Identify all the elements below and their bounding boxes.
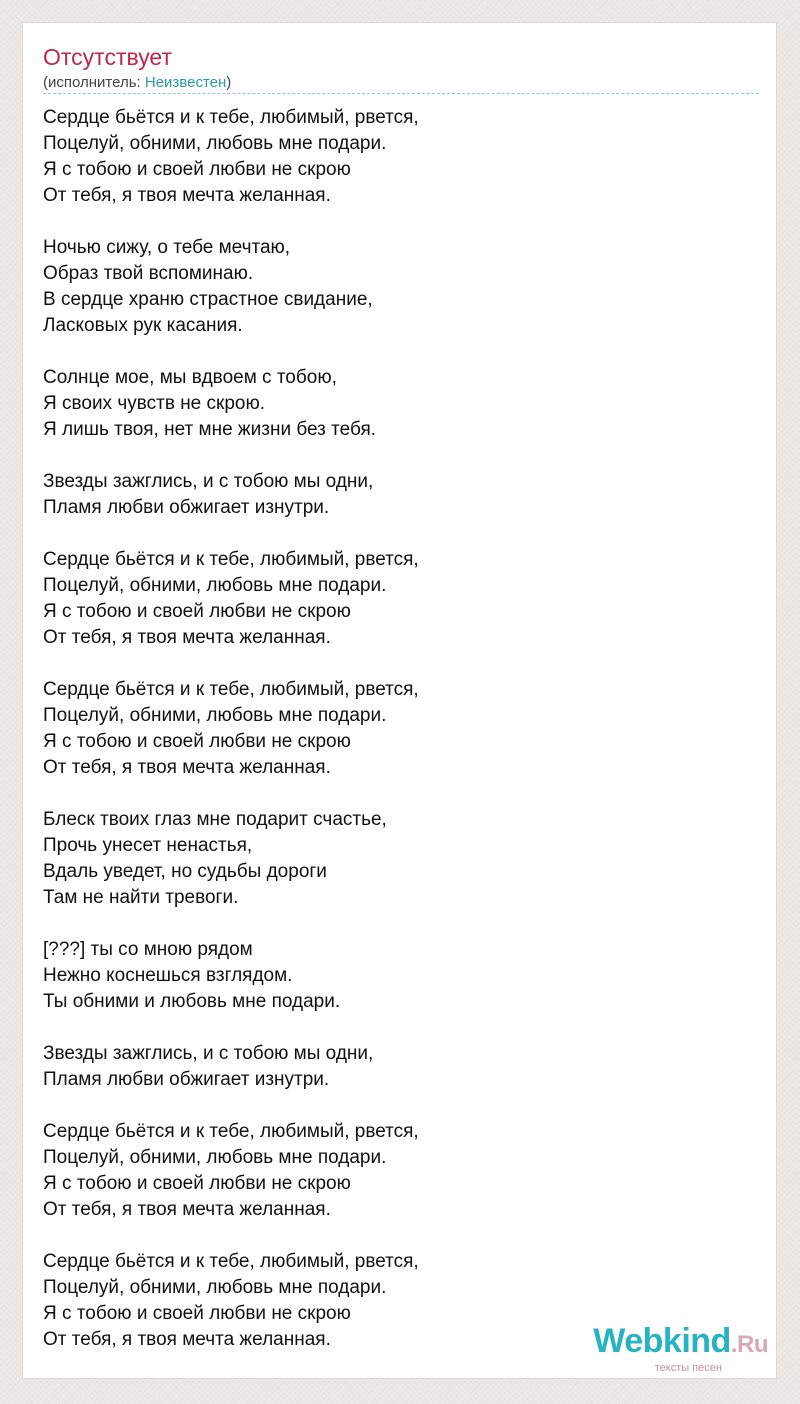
lyrics-line: Там не найти тревоги. [43,887,239,908]
lyrics-line: Я с тобою и своей любви не скрою [43,1303,351,1324]
lyrics-text [43,105,743,1379]
artist-link[interactable]: Неизвестен [144,74,227,91]
lyrics-line: Образ твой вспоминаю. [43,263,254,284]
lyrics-line: Звезды зажглись, и с тобою мы одни, [43,471,374,492]
lyrics-stanza [43,807,743,911]
artist-suffix: ) [226,74,232,91]
lyrics-line: Я с тобою и своей любви не скрою [43,601,351,622]
logo-suffix: .Ru [730,1331,768,1358]
logo-wordmark [593,1324,768,1362]
lyrics-line: Поцелуй, обними, любовь мне подари. [43,133,387,154]
lyrics-line: От тебя, я твоя мечта желанная. [43,1329,331,1350]
lyrics-line: Я с тобою и своей любви не скрою [43,1173,351,1194]
lyrics-stanza [43,677,743,781]
lyrics-line: В сердце храню страстное свидание, [43,289,373,310]
lyrics-stanza [43,1119,743,1223]
lyrics-line: Ночью сижу, о тебе мечтаю, [43,237,291,258]
song-title: Отсутствует [43,44,172,70]
lyrics-line: Сердце бьётся и к тебе, любимый, рвется, [43,1251,419,1272]
lyrics-line: Ты обними и любовь мне подари. [43,991,341,1012]
lyrics-line: От тебя, я твоя мечта желанная. [43,1199,331,1220]
lyrics-line: Солнце мое, мы вдвоем с тобою, [43,367,337,388]
lyrics-stanza [43,1041,743,1093]
header-divider [43,93,759,94]
lyrics-line: Сердце бьётся и к тебе, любимый, рвется, [43,679,419,700]
lyrics-stanza [43,235,743,339]
lyrics-line: Пламя любви обжигает изнутри. [43,1069,330,1090]
lyrics-stanza [43,365,743,443]
lyrics-line: Я с тобою и своей любви не скрою [43,159,351,180]
lyrics-line: Я с тобою и своей любви не скрою [43,731,351,752]
lyrics-line: Звезды зажглись, и с тобою мы одни, [43,1043,374,1064]
lyrics-stanza [43,469,743,521]
lyrics-card [22,22,777,1379]
logo-tagline: тексты песен [654,1362,722,1374]
lyrics-line: Ласковых рук касания. [43,315,243,336]
lyrics-line: Поцелуй, обними, любовь мне подари. [43,575,387,596]
lyrics-stanza [43,547,743,651]
lyrics-stanza [43,937,743,1015]
lyrics-line: Блеск твоих глаз мне подарит счастье, [43,809,387,830]
lyrics-line: [???] ты со мною рядом [43,939,253,960]
artist-line [43,73,231,93]
site-logo[interactable] [593,1324,768,1374]
lyrics-line: Прочь унесет ненастья, [43,835,253,856]
lyrics-line: Сердце бьётся и к тебе, любимый, рвется, [43,1121,419,1142]
lyrics-line: Поцелуй, обними, любовь мне подари. [43,705,387,726]
lyrics-line: Поцелуй, обними, любовь мне подари. [43,1147,387,1168]
lyrics-line: Я лишь твоя, нет мне жизни без тебя. [43,419,377,440]
lyrics-line: От тебя, я твоя мечта желанная. [43,627,331,648]
lyrics-line: Пламя любви обжигает изнутри. [43,497,330,518]
lyrics-line: Сердце бьётся и к тебе, любимый, рвется, [43,549,419,570]
lyrics-line: От тебя, я твоя мечта желанная. [43,185,331,206]
lyrics-line: Я своих чувств не скрою. [43,393,266,414]
artist-prefix: (исполнитель: [43,74,145,91]
lyrics-line: Поцелуй, обними, любовь мне подари. [43,1277,387,1298]
lyrics-line: Нежно коснешься взглядом. [43,965,293,986]
lyrics-stanza [43,105,743,209]
lyrics-line: Сердце бьётся и к тебе, любимый, рвется, [43,107,419,128]
logo-main-text: Webkind [593,1322,731,1360]
lyrics-line: Вдаль уведет, но судьбы дороги [43,861,327,882]
lyrics-line: От тебя, я твоя мечта желанная. [43,757,331,778]
